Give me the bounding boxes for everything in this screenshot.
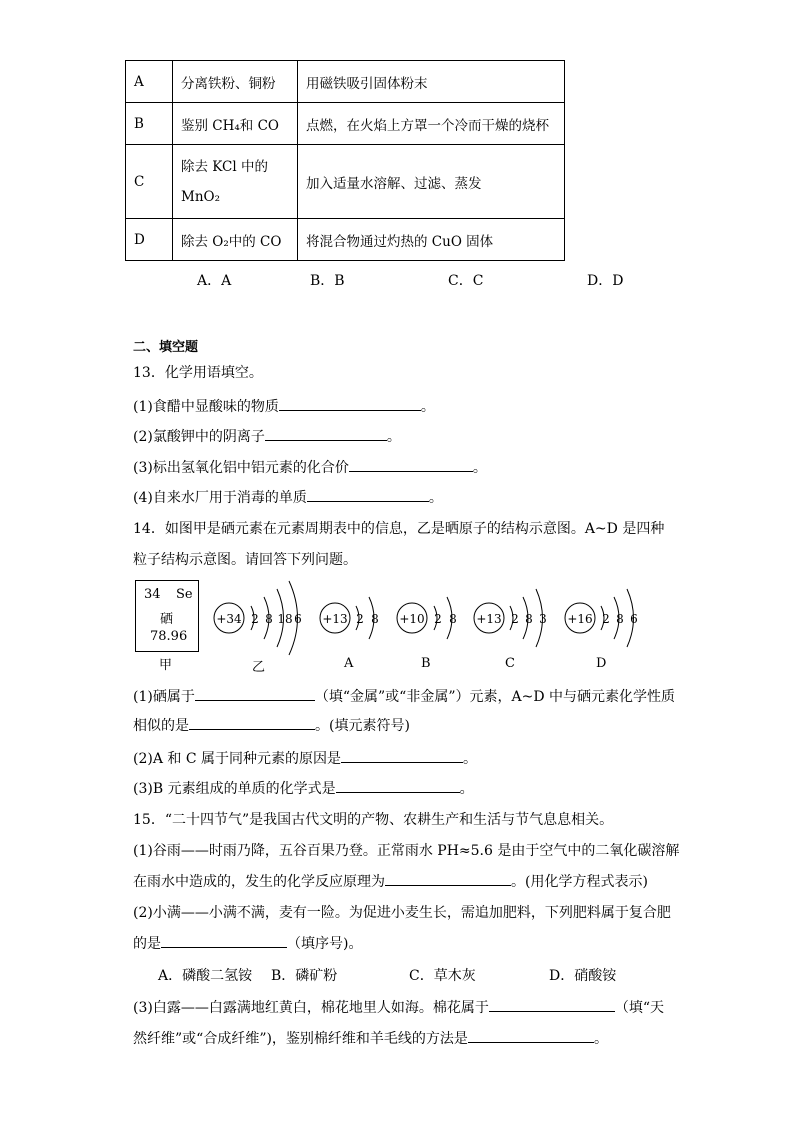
- nucleus-charge: +10: [399, 612, 425, 626]
- atom-diagram-yi: [214, 581, 302, 655]
- options-table: [125, 60, 565, 261]
- q13-item2: (2)氯酸钾中的阴离子 。: [133, 426, 401, 446]
- atom-diagram-a: [320, 597, 379, 639]
- row-item: 分离铁粉、铜粉: [173, 61, 298, 103]
- choice-b: B．B: [310, 273, 345, 289]
- q15-p2-line1: (2)小满——小满不满，麦有一险。为促进小麦生长，需追加肥料，下列肥料属于复合肥: [133, 905, 671, 921]
- diagram-label: B: [421, 656, 431, 671]
- row-method: 点燃，在火焰上方罩一个冷而干燥的烧杯: [298, 103, 565, 145]
- diagram-label: A: [344, 656, 354, 671]
- shell-electrons: 3: [539, 612, 547, 626]
- diagram-label: D: [596, 656, 607, 671]
- atom-diagrams: [205, 575, 655, 657]
- shell-electrons: 8: [525, 612, 533, 626]
- shell-electrons: 2: [434, 612, 442, 626]
- answer-blank[interactable]: [307, 487, 429, 502]
- diagram-label: 乙: [252, 660, 266, 675]
- cell-label: 甲: [159, 658, 173, 673]
- q15-option-d: D．硝酸铵: [549, 968, 617, 984]
- q14-p2: (2)A 和 C 属于同种元素的原因是 。: [133, 748, 477, 768]
- answer-blank[interactable]: [468, 1028, 594, 1043]
- shell-electrons: 8: [616, 612, 624, 626]
- answer-blank[interactable]: [336, 778, 460, 793]
- q15-p1-line2: 在雨水中造成的，发生的化学反应原理为 。(用化学方程式表示): [133, 871, 648, 891]
- atom-diagram-c: [474, 589, 547, 647]
- row-item: 除去 O₂中的 CO: [173, 219, 298, 261]
- shell-electrons: 8: [265, 612, 273, 626]
- answer-blank[interactable]: [265, 426, 387, 441]
- nucleus-charge: +13: [322, 612, 348, 626]
- atomic-mass: 78.96: [150, 629, 188, 644]
- shell-electrons: 8: [371, 612, 379, 626]
- q13-item3: (3)标出氢氧化铝中铝元素的化合价 。: [133, 457, 487, 477]
- q15-p1-line1: (1)谷雨——时雨乃降，五谷百果乃登。正常雨水 PH≈5.6 是由于空气中的二氧化碳溶解: [133, 843, 680, 859]
- answer-blank[interactable]: [341, 748, 463, 763]
- q15-stem: 15．“二十四节气”是我国古代文明的产物、农耕生产和生活与节气息息相关。: [133, 812, 614, 828]
- nucleus-charge: +34: [216, 612, 242, 626]
- shell-electrons: 2: [511, 612, 519, 626]
- row-method: 将混合物通过灼热的 CuO 固体: [298, 219, 565, 261]
- row-method: 加入适量水溶解、过滤、蒸发: [298, 145, 565, 219]
- shell-electrons: 2: [356, 612, 364, 626]
- atom-diagram-b: [397, 597, 457, 639]
- row-label: B: [126, 103, 173, 145]
- row-item-line2: MnO₂: [181, 188, 220, 205]
- table-row: [126, 103, 565, 145]
- row-item: 鉴别 CH₄和 CO: [173, 103, 298, 145]
- shell-electrons: 6: [630, 612, 638, 626]
- shell-electrons: 2: [602, 612, 610, 626]
- table-row: [126, 61, 565, 103]
- q14-stem-line2: 粒子结构示意图。请回答下列问题。: [133, 552, 357, 568]
- q15-option-c: C．草木灰: [409, 968, 476, 984]
- atomic-number: 34: [144, 587, 161, 602]
- answer-blank[interactable]: [385, 871, 511, 886]
- atom-diagram-d: [565, 589, 638, 647]
- element-name: 硒: [160, 612, 174, 627]
- q15-p3-line2: 然纤维”或“合成纤维”)，鉴别棉纤维和羊毛线的方法是 。: [133, 1028, 608, 1048]
- choice-a: A．A: [197, 273, 232, 289]
- shell-electrons: 2: [251, 612, 259, 626]
- row-item-line1: 除去 KCl 中的: [181, 158, 268, 175]
- q15-p2-line2: 的是 （填序号)。: [133, 933, 362, 953]
- q13-stem: 13．化学用语填空。: [133, 365, 263, 381]
- row-label: C: [126, 145, 173, 219]
- choice-d: D．D: [587, 273, 624, 289]
- element-symbol: Se: [176, 587, 193, 602]
- row-label: D: [126, 219, 173, 261]
- q13-item4: (4)自来水厂用于消毒的单质 。: [133, 487, 443, 507]
- table-row: [126, 145, 565, 219]
- shell-electrons: 6: [294, 612, 302, 626]
- answer-blank[interactable]: [279, 396, 421, 411]
- q15-option-a: A．磷酸二氢铵: [158, 968, 253, 984]
- choice-c: C．C: [448, 273, 484, 289]
- q13-item1: (1)食醋中显酸味的物质 。: [133, 396, 435, 416]
- answer-blank[interactable]: [349, 457, 473, 472]
- q14-p3: (3)B 元素组成的单质的化学式是 。: [133, 778, 474, 798]
- row-item: [173, 145, 298, 219]
- section-title: 二、填空题: [133, 340, 199, 355]
- shell-electrons: 8: [449, 612, 457, 626]
- answer-blank[interactable]: [489, 997, 615, 1012]
- row-method: 用磁铁吸引固体粉末: [298, 61, 565, 103]
- answer-blank[interactable]: [189, 715, 315, 730]
- element-cell: [135, 580, 199, 652]
- shell-electrons: 18: [277, 612, 293, 626]
- q15-option-b: B．磷矿粉: [271, 968, 338, 984]
- q14-stem-line1: 14．如图甲是硒元素在元素周期表中的信息，乙是晒原子的结构示意图。A~D 是四种: [133, 521, 665, 537]
- nucleus-charge: +13: [476, 612, 502, 626]
- answer-blank[interactable]: [195, 686, 315, 701]
- nucleus-charge: +16: [567, 612, 593, 626]
- table-row: [126, 219, 565, 261]
- row-label: A: [126, 61, 173, 103]
- diagram-label: C: [505, 656, 515, 671]
- q14-p1-line1: (1)硒属于 （填“金属”或“非金属”）元素，A~D 中与硒元素化学性质: [133, 686, 675, 706]
- q15-p3-line1: (3)白露——白露满地红黄白，棉花地里人如海。棉花属于 （填“天: [133, 997, 664, 1017]
- q14-p1-line2: 相似的是 。(填元素符号): [133, 715, 410, 735]
- answer-blank[interactable]: [161, 933, 287, 948]
